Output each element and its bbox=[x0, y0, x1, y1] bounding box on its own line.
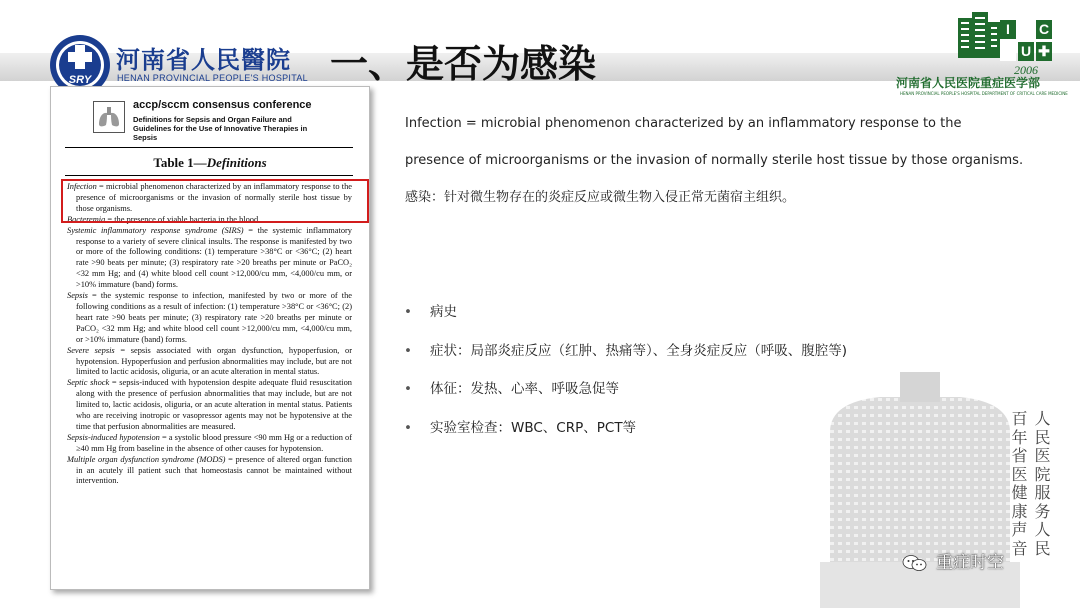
table-title: Definitions bbox=[206, 155, 267, 170]
bullet-item bbox=[404, 302, 847, 341]
definition-text-block bbox=[405, 114, 1055, 208]
definition-term: Multiple organ dysfunction syndrome (MODS) bbox=[67, 454, 226, 464]
hospital-name-en: HENAN PROVINCIAL PEOPLE'S HOSPITAL bbox=[117, 73, 308, 83]
bullet-text: 实验室检查：WBC、CRP、PCT等 bbox=[430, 419, 637, 436]
definition-term: Infection bbox=[67, 182, 97, 191]
bullet-item bbox=[404, 379, 847, 418]
icu-letter-c: C bbox=[1036, 20, 1052, 39]
lungs-icon bbox=[93, 101, 125, 133]
definition-item bbox=[67, 226, 352, 291]
bullet-dot-icon: • bbox=[404, 381, 412, 397]
logo-text: SRY bbox=[68, 74, 92, 86]
bullet-text: 症状：局部炎症反应（红肿、热痛等）、全身炎症反应（呼吸、腹腔等) bbox=[430, 342, 848, 359]
icu-building-icon bbox=[950, 12, 1000, 58]
english-definition-line-1: Infection = microbial phenomenon characterized by an inflammatory response to the bbox=[405, 116, 962, 131]
highlight-box bbox=[61, 179, 369, 223]
bullet-dot-icon: • bbox=[404, 304, 412, 320]
paper-rule bbox=[65, 175, 353, 176]
plus-icon: ✚ bbox=[1036, 42, 1052, 61]
definition-item bbox=[67, 433, 352, 455]
definition-term: Severe sepsis bbox=[67, 345, 115, 355]
definition-text: = the systemic response to infection, manifested by two or more of the following conditions as a result of infection: (1) temperature >38°C or <36°C; (2) heart rate >90 beats per minute; (3) respiratory rate >20 breaths per minute or PaCO₂ <32 mm Hg; and white blood cell count >12,000/cu mm, <4,000/cu mm, or >10% immature (band) forms. bbox=[76, 291, 352, 344]
chinese-definition: 感染：针对微生物存在的炎症反应或微生物入侵正常无菌宿主组织。 bbox=[405, 190, 796, 205]
icu-dept-en: HENAN PROVINCIAL PEOPLE'S HOSPITAL DEPARTMENT OF CRITICAL CARE MEDICINE bbox=[900, 91, 1068, 96]
paper-table-heading bbox=[51, 155, 369, 171]
definition-list bbox=[67, 182, 352, 487]
icu-logo bbox=[892, 8, 1072, 98]
table-label: Table 1— bbox=[153, 155, 207, 170]
bullet-text: 病史 bbox=[430, 304, 457, 320]
icu-blank-cell bbox=[1000, 42, 1016, 61]
definition-text: = the systemic inflammatory response to a variety of severe clinical insults. The response is manifested by two or more of the following conditions: (1) temperature >38°C or <36°C; (2) heart rate >90 beats per minute; (3) respiratory rate >20 breaths per minute or PaCO₂ <32 mm Hg; and (4) white blood cell count >12,000/cu mm, <4,000/cu mm, or >10% immature (band) forms. bbox=[76, 225, 352, 290]
icu-year: 2006 bbox=[1014, 63, 1038, 77]
chat-bubbles-icon bbox=[902, 554, 928, 572]
bullet-text: 体征：发热、心率、呼吸急促等 bbox=[430, 381, 619, 397]
watermark bbox=[902, 548, 1004, 573]
english-definition-line-2: presence of microorganisms or the invasion of normally sterile host tissue by those organisms. bbox=[405, 153, 1024, 168]
icu-letter-grid bbox=[1000, 20, 1054, 62]
definition-term: Bacteremia bbox=[67, 214, 106, 224]
icu-dept-cn: 河南省人民医院重症医学部 bbox=[896, 76, 1041, 90]
icu-blank-cell bbox=[1018, 20, 1034, 39]
paper-subtitle: Definitions for Sepsis and Organ Failure and Guidelines for the Use of Innovative Therapies in Sepsis bbox=[133, 115, 308, 142]
definition-text: = a systolic blood pressure <90 mm Hg or a reduction of ≥40 mm Hg from baseline in the absence of other causes for hypotension. bbox=[76, 432, 352, 453]
icu-letter-i: I bbox=[1000, 20, 1016, 39]
definition-item bbox=[67, 378, 352, 433]
icu-letter-u: U bbox=[1018, 42, 1034, 61]
definition-term: Systemic inflammatory response syndrome (SIRS) bbox=[67, 225, 244, 235]
slide-title: 一、是否为感染 bbox=[330, 42, 597, 86]
bullet-item bbox=[404, 341, 847, 380]
definition-term: Sepsis bbox=[67, 291, 88, 301]
slogan-column-2: 百年省医健康声音 bbox=[1011, 409, 1028, 558]
definition-term: Septic shock bbox=[67, 378, 110, 388]
slogan-column-1: 人民医院服务人民 bbox=[1034, 409, 1051, 558]
bullet-dot-icon: • bbox=[404, 342, 412, 359]
paper-rule bbox=[65, 147, 353, 148]
definition-text: = the presence of viable bacteria in the blood. bbox=[105, 214, 261, 224]
definition-text: = sepsis associated with organ dysfunction, hypoperfusion, or hypotension. Hypoperfusion and perfusion abnormalities may include, but are not limited to lactic acidosis, oliguria, or an acute alteration in mental status. bbox=[76, 345, 353, 377]
bullet-item bbox=[404, 418, 847, 457]
paper-conference: accp/sccm consensus conference bbox=[133, 99, 312, 111]
paper-excerpt bbox=[50, 86, 370, 590]
definition-item bbox=[67, 291, 352, 346]
definition-text: = microbial phenomenon characterized by an inflammatory response to the presence of microorganisms or the invasion of normally sterile host tissue by those organisms. bbox=[76, 182, 352, 213]
definition-text: = sepsis-induced with hypotension despite adequate fluid resuscitation along with the presence of perfusion abnormalities that may include, but are not limited to, lactic acidosis, oliguria, or an acute alteration in mental status. Patients who are receiving inotropic or vasopressor agents may not be hypotensive at the time that perfusion abnormalities are measured. bbox=[76, 378, 352, 431]
watermark-text: 重症时空 bbox=[936, 553, 1004, 573]
hospital-name-cn: 河南省人民醫院 bbox=[116, 45, 291, 74]
definition-item bbox=[67, 346, 352, 379]
definition-item bbox=[67, 455, 352, 488]
bullet-list bbox=[404, 302, 847, 456]
bullet-dot-icon: • bbox=[404, 419, 412, 436]
slogan bbox=[1011, 410, 1051, 558]
definition-text: = presence of altered organ function in an acutely ill patient such that homeostasis cannot be maintained without intervention. bbox=[76, 454, 352, 486]
definition-term: Sepsis-induced hypotension bbox=[67, 432, 160, 442]
